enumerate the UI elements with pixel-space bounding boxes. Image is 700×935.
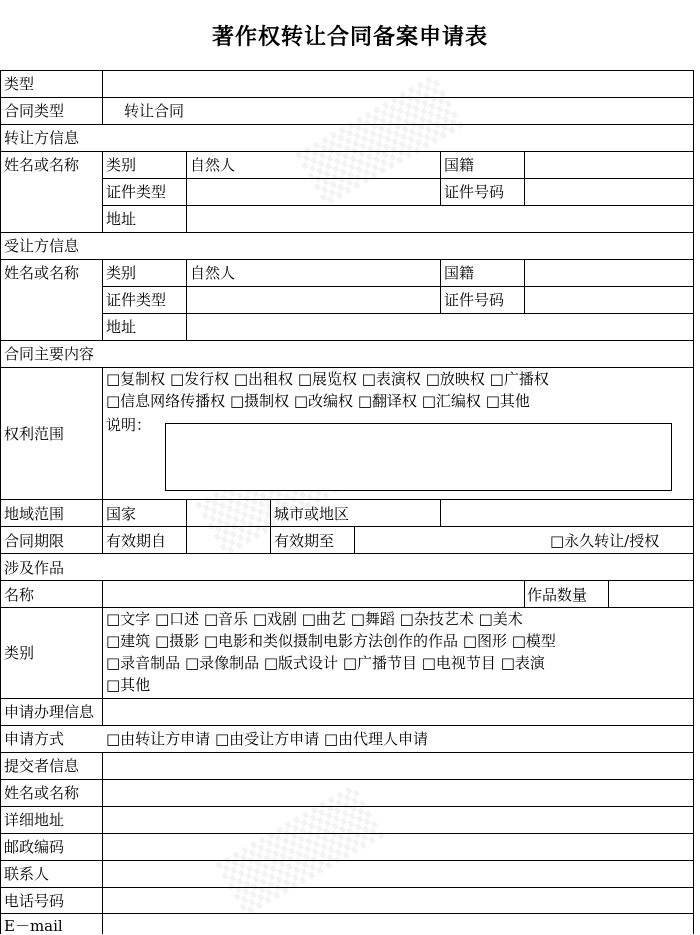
label-submitter-info: 提交者信息 xyxy=(4,757,80,775)
transferee-category-value: 自然人 xyxy=(190,264,236,282)
label-valid-to: 有效期至 xyxy=(274,532,335,550)
apply-method-checkboxes[interactable]: □由转让方申请 □由受让方申请 □由代理人申请 xyxy=(106,730,429,748)
label-transferor-id-number: 证件号码 xyxy=(444,183,505,201)
label-works-involved: 涉及作品 xyxy=(4,559,65,577)
label-apply-method: 申请方式 xyxy=(4,730,65,748)
label-transferee-id-type: 证件类型 xyxy=(106,291,167,309)
label-transferee-name: 姓名或名称 xyxy=(4,264,80,282)
form-title: 著作权转让合同备案申请表 xyxy=(211,24,488,50)
label-transferor-nationality: 国籍 xyxy=(444,156,475,174)
label-postal-code: 邮政编码 xyxy=(4,838,65,856)
grid-line xyxy=(270,499,271,553)
grid-line xyxy=(0,70,693,71)
grid-line xyxy=(0,151,693,152)
grid-line xyxy=(0,913,693,914)
label-work-category: 类别 xyxy=(4,644,35,662)
rights-checkboxes-row1[interactable]: □复制权 □发行权 □出租权 □展览权 □表演权 □放映权 □广播权 xyxy=(106,370,549,388)
contract-type-value: 转让合同 xyxy=(124,102,185,120)
category-checkboxes-row2[interactable]: □建筑 □摄影 □电影和类似摄制电影方法创作的作品 □图形 □模型 xyxy=(106,632,556,650)
grid-line xyxy=(102,70,103,124)
label-transferee-category: 类别 xyxy=(106,264,137,282)
permanent-checkbox[interactable]: □永久转让/授权 xyxy=(550,532,660,550)
grid-line xyxy=(0,725,693,726)
category-checkboxes-row4[interactable]: □其他 xyxy=(106,676,151,694)
label-transferee-address: 地址 xyxy=(106,318,137,336)
label-contract-type: 合同类型 xyxy=(4,102,65,120)
label-work-count: 作品数量 xyxy=(527,586,588,604)
label-transferor-id-type: 证件类型 xyxy=(106,183,167,201)
grid-line xyxy=(0,752,693,753)
grid-line xyxy=(354,526,355,553)
grid-line xyxy=(524,151,525,205)
section-transferee: 受让方信息 xyxy=(4,237,80,255)
label-explain: 说明： xyxy=(106,416,152,434)
grid-line xyxy=(0,833,693,834)
grid-line xyxy=(0,70,1,934)
grid-line xyxy=(0,232,693,233)
label-submitter-name: 姓名或名称 xyxy=(4,784,80,802)
grid-line xyxy=(0,526,693,527)
grid-line xyxy=(0,259,693,260)
grid-line xyxy=(0,580,693,581)
label-rights-scope: 权利范围 xyxy=(4,425,65,443)
grid-line xyxy=(440,259,441,313)
label-email: E－mail xyxy=(4,917,63,935)
grid-line xyxy=(524,259,525,313)
label-valid-from: 有效期自 xyxy=(106,532,167,550)
grid-line xyxy=(0,340,693,341)
grid-line xyxy=(0,553,693,554)
grid-line xyxy=(102,178,693,179)
grid-line xyxy=(0,124,693,125)
grid-line xyxy=(102,259,103,340)
label-region-scope: 地域范围 xyxy=(4,505,65,523)
grid-line xyxy=(186,151,187,232)
grid-line xyxy=(0,698,693,699)
grid-line xyxy=(693,70,694,934)
grid-line xyxy=(0,499,693,500)
section-apply-info: 申请办理信息 xyxy=(4,703,95,721)
section-transferor: 转让方信息 xyxy=(4,129,80,147)
grid-line xyxy=(0,806,693,807)
category-checkboxes-row3[interactable]: □录音制品 □录像制品 □版式设计 □广播节目 □电视节目 □表演 xyxy=(106,654,545,672)
grid-line xyxy=(102,205,693,206)
grid-line xyxy=(440,151,441,205)
grid-line xyxy=(186,499,187,553)
label-work-name: 名称 xyxy=(4,586,35,604)
grid-line xyxy=(102,313,693,314)
label-city-region: 城市或地区 xyxy=(274,505,350,523)
grid-line xyxy=(186,259,187,340)
category-checkboxes-row1[interactable]: □文字 □口述 □音乐 □戏剧 □曲艺 □舞蹈 □杂技艺术 □美术 xyxy=(106,610,523,628)
rights-checkboxes-row2[interactable]: □信息网络传播权 □摄制权 □改编权 □翻译权 □汇编权 □其他 xyxy=(106,392,530,410)
grid-line xyxy=(0,887,693,888)
label-country: 国家 xyxy=(106,505,137,523)
grid-line xyxy=(0,367,693,368)
label-transferor-category: 类别 xyxy=(106,156,137,174)
grid-line xyxy=(102,286,693,287)
grid-line xyxy=(440,499,441,526)
label-detail-address: 详细地址 xyxy=(4,811,65,829)
grid-line xyxy=(0,779,693,780)
grid-line xyxy=(524,580,525,607)
label-contact: 联系人 xyxy=(4,865,50,883)
grid-line xyxy=(102,752,103,934)
watermark xyxy=(215,784,384,917)
label-contract-term: 合同期限 xyxy=(4,532,65,550)
explanation-textarea[interactable] xyxy=(165,423,672,491)
grid-line xyxy=(102,151,103,232)
grid-line xyxy=(608,580,609,607)
grid-line xyxy=(102,580,103,725)
grid-line xyxy=(0,860,693,861)
label-transferor-address: 地址 xyxy=(106,210,137,228)
label-type: 类型 xyxy=(4,75,35,93)
grid-line xyxy=(0,607,693,608)
label-transferor-name: 姓名或名称 xyxy=(4,156,80,174)
section-contract-main: 合同主要内容 xyxy=(4,345,95,363)
label-transferee-nationality: 国籍 xyxy=(444,264,475,282)
label-transferee-id-number: 证件号码 xyxy=(444,291,505,309)
grid-line xyxy=(0,97,693,98)
transferor-category-value: 自然人 xyxy=(190,156,236,174)
grid-line xyxy=(102,367,103,553)
label-phone: 电话号码 xyxy=(4,892,65,910)
